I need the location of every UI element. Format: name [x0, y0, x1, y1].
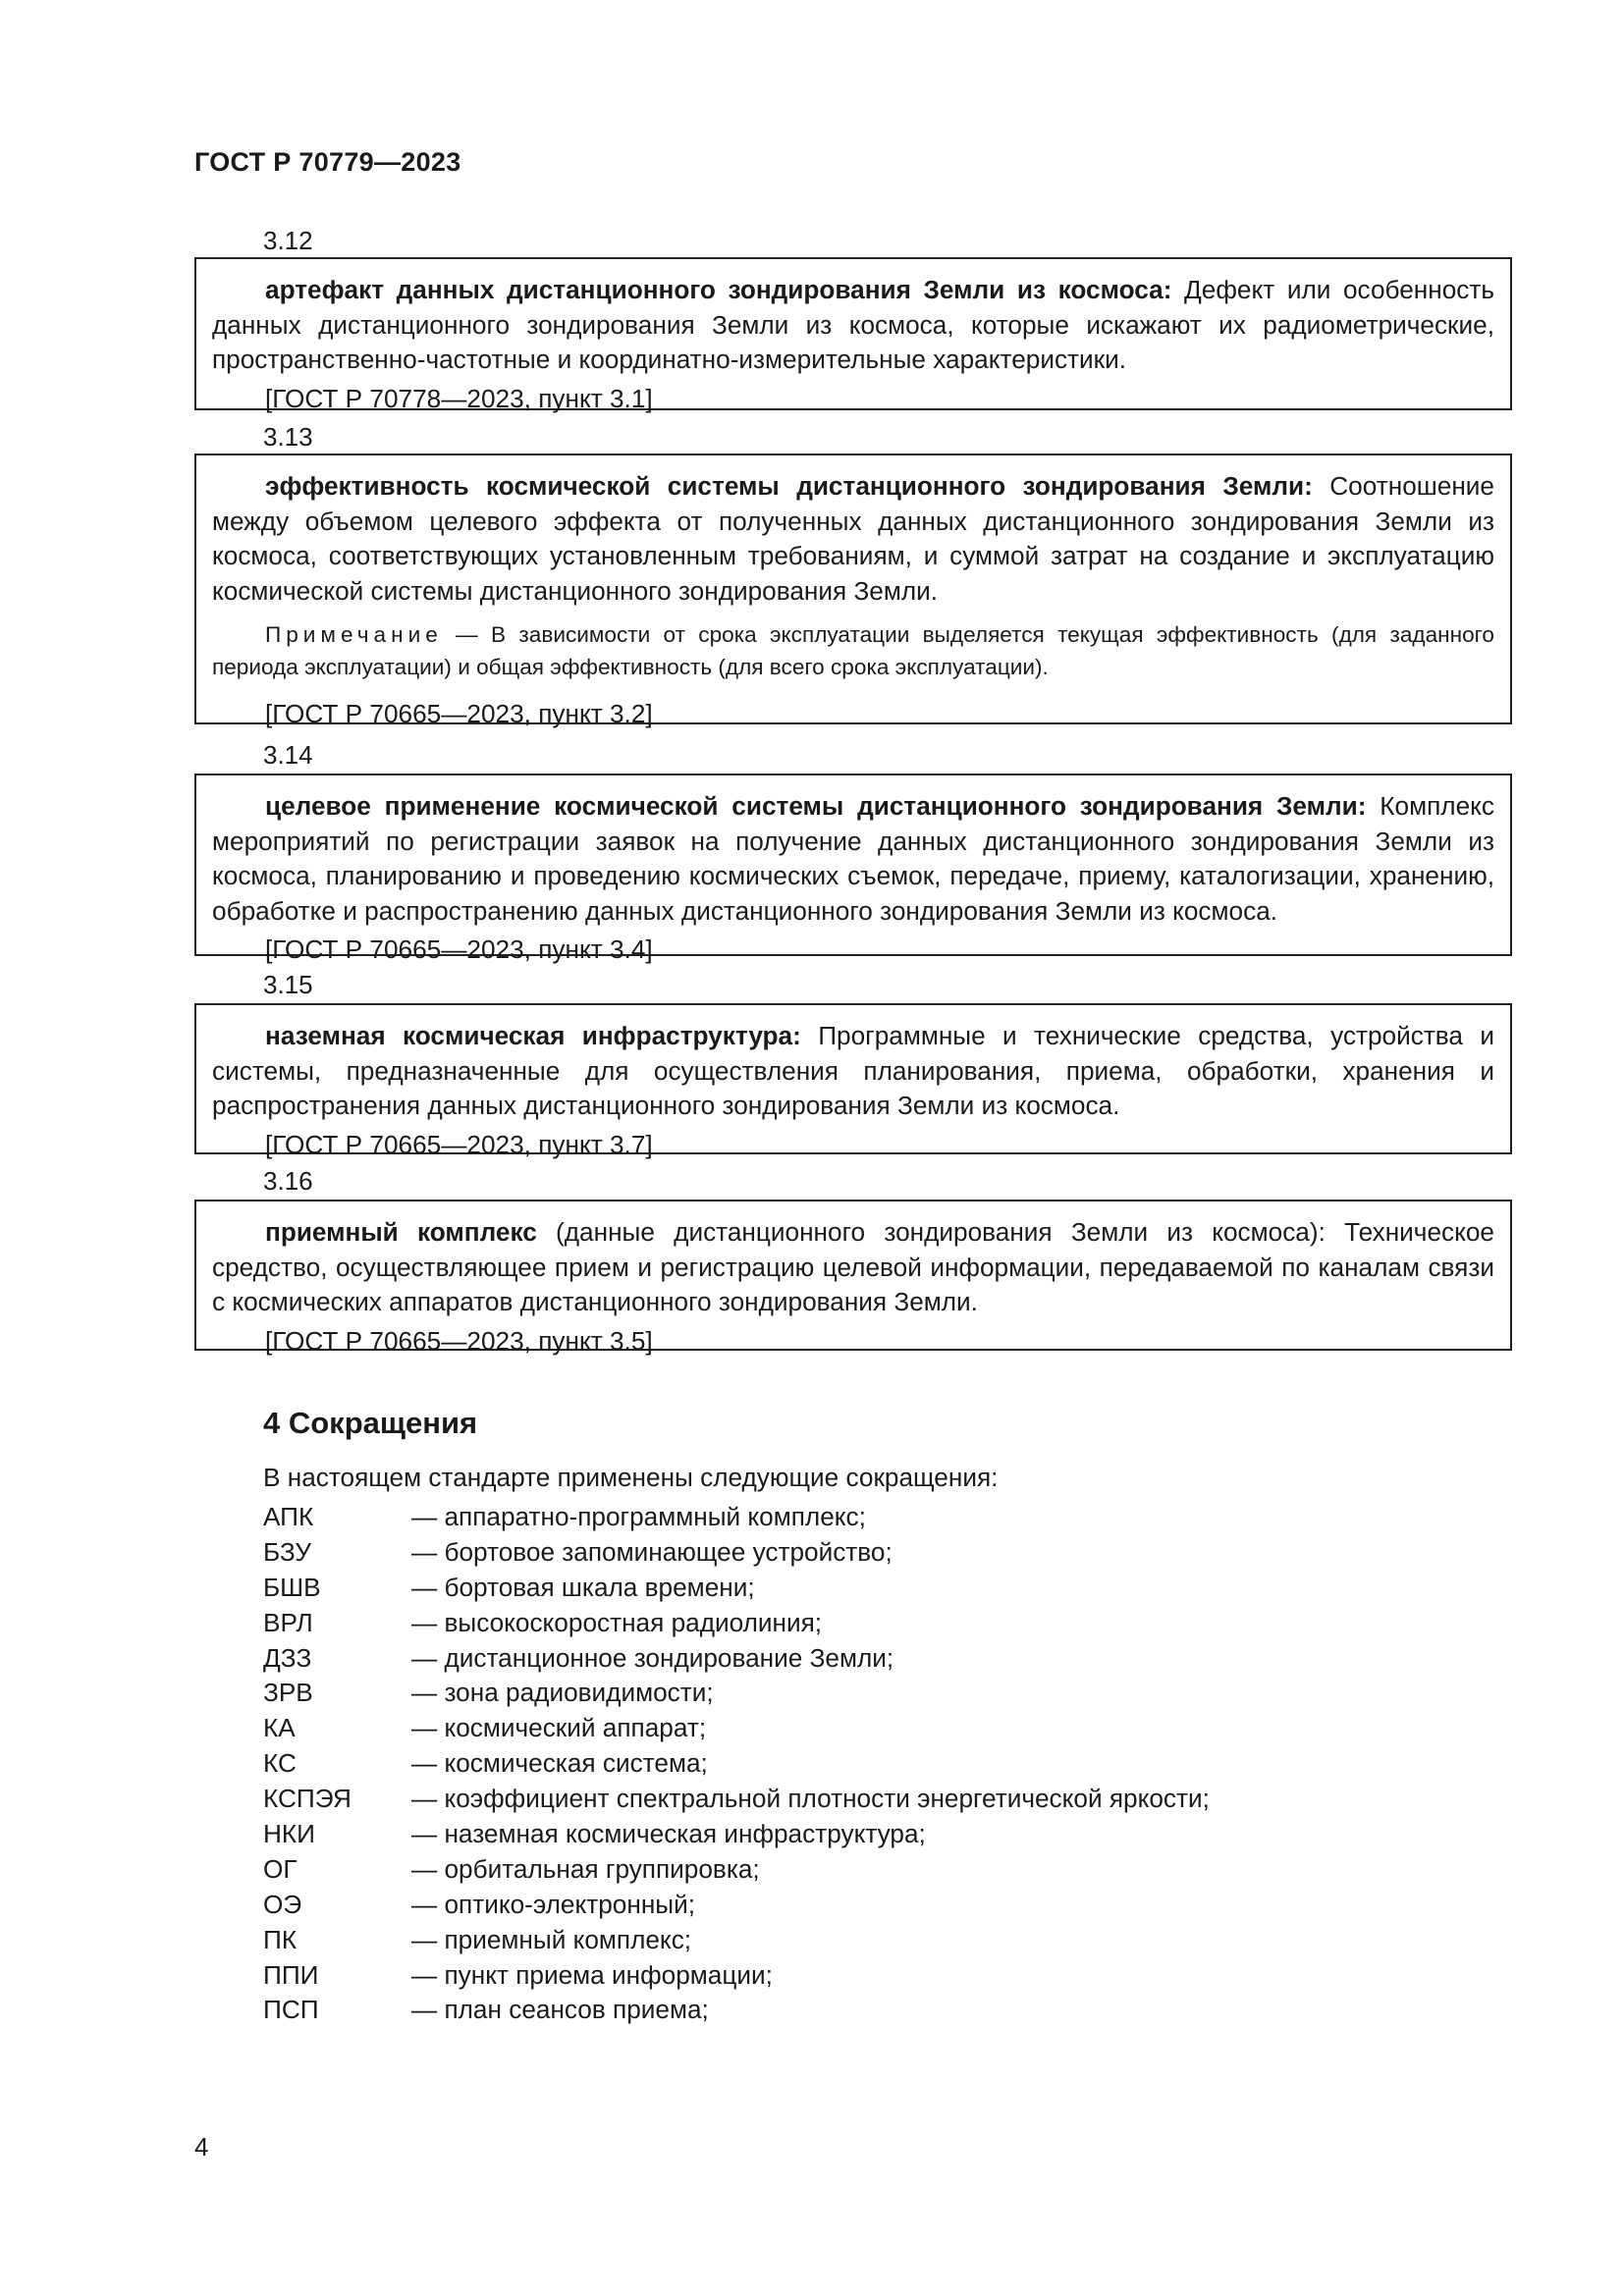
term-source: [ГОСТ Р 70665—2023, пункт 3.4]	[265, 934, 653, 964]
abbreviation-definition: — коэффициент спектральной плотности энергетической яркости;	[411, 1784, 1210, 1814]
abbreviation-row	[263, 1676, 1210, 1711]
abbreviation-code: ЗРВ	[263, 1678, 313, 1708]
term-text	[212, 1215, 1494, 1320]
term-source: [ГОСТ Р 70665—2023, пункт 3.5]	[265, 1325, 653, 1356]
term-box-3-15	[194, 1003, 1512, 1159]
abbreviation-definition: — дистанционное зондирование Земли;	[411, 1642, 894, 1673]
abbreviation-row	[263, 1782, 1210, 1817]
abbreviation-definition: — зона радиовидимости;	[411, 1678, 714, 1708]
term-source: [ГОСТ Р 70665—2023, пункт 3.2]	[265, 699, 653, 728]
term-definition: Комплекс мероприятий по регистрации заявок на получение данных дистанционного зондирования Земли из космоса, планированию и проведению космических съемок, передаче, приему, каталогизации, хранению, обработке и распространению данных дистанционного зондирования Земли из космоса.	[212, 791, 1494, 926]
term-definition: Дефект или особенность данных дистанционного зондирования Земли из космоса, которые искажают их радиометрические, пространственно-частотные и координатно-измерительные характеристики.	[212, 275, 1494, 374]
term-text	[212, 273, 1494, 378]
abbreviation-definition: — орбитальная группировка;	[411, 1853, 760, 1884]
abbreviation-row	[263, 1711, 1210, 1746]
term-source: [ГОСТ Р 70665—2023, пункт 3.7]	[265, 1129, 653, 1159]
abbreviation-definition: — оптико-электронный;	[411, 1889, 696, 1919]
note-text: — В зависимости от срока эксплуатации выделяется текущая эффективность (для заданного периода эксплуатации) и общая эффективность (для всего срока эксплуатации).	[212, 622, 1494, 679]
term-title: наземная космическая инфраструктура:	[265, 1021, 801, 1050]
term-number-3-16: 3.16	[263, 1166, 313, 1196]
abbreviation-code: КА	[263, 1713, 296, 1743]
abbreviation-code: ППИ	[263, 1959, 319, 1990]
section-intro: В настоящем стандарте применены следующие сокращения:	[263, 1463, 999, 1492]
term-title: целевое применение космической системы дистанционного зондирования Земли:	[265, 791, 1367, 821]
term-note	[212, 618, 1494, 683]
term-definition: (данные дистанционного зондирования Земли из космоса): Техническое средство, осуществляющее прием и регистрацию целевой информации, передаваемой по каналам связи с космических аппаратов дистанционного зондирования Земли.	[212, 1217, 1494, 1316]
term-text	[212, 469, 1494, 609]
abbreviation-row	[263, 1817, 1210, 1852]
abbreviation-code: КСПЭЯ	[263, 1784, 352, 1814]
term-number-3-14: 3.14	[263, 740, 313, 770]
abbreviation-row	[263, 1852, 1210, 1888]
term-title: эффективность космической системы дистанционного зондирования Земли:	[265, 471, 1313, 501]
page-number: 4	[194, 2132, 209, 2162]
abbreviation-code: НКИ	[263, 1819, 315, 1849]
abbreviation-row	[263, 1606, 1210, 1641]
term-number-3-13: 3.13	[263, 422, 313, 452]
abbreviation-row	[263, 1923, 1210, 1958]
abbreviation-definition: — пункт приема информации;	[411, 1959, 773, 1990]
term-number-3-15: 3.15	[263, 970, 313, 999]
document-code-header: ГОСТ Р 70779—2023	[194, 147, 461, 177]
abbreviation-code: ОЭ	[263, 1889, 302, 1919]
abbreviation-definition: — космическая система;	[411, 1748, 708, 1779]
abbreviation-row	[263, 1746, 1210, 1782]
abbreviation-list	[263, 1500, 1210, 2028]
abbreviation-code: ВРЛ	[263, 1607, 313, 1637]
term-text	[212, 789, 1494, 929]
abbreviation-definition: — бортовое запоминающее устройство;	[411, 1536, 893, 1567]
term-text	[212, 1019, 1494, 1124]
abbreviation-row	[263, 1571, 1210, 1606]
abbreviation-definition: — наземная космическая инфраструктура;	[411, 1819, 926, 1849]
abbreviation-row	[263, 1888, 1210, 1923]
abbreviation-definition: — бортовая шкала времени;	[411, 1572, 755, 1602]
term-number-3-12: 3.12	[263, 226, 313, 255]
term-source: [ГОСТ Р 70778—2023, пункт 3.1]	[265, 383, 653, 413]
abbreviation-code: ДЗЗ	[263, 1642, 312, 1673]
abbreviation-definition: — космический аппарат;	[411, 1713, 707, 1743]
abbreviation-row	[263, 1641, 1210, 1677]
abbreviation-definition: — высокоскоростная радиолиния;	[411, 1607, 823, 1637]
term-box-3-14	[194, 774, 1512, 964]
abbreviation-row	[263, 1958, 1210, 1994]
abbreviation-row	[263, 1993, 1210, 2028]
abbreviation-code: ОГ	[263, 1853, 298, 1884]
term-definition: Программные и технические средства, устройства и системы, предназначенные для осуществления планирования, приема, обработки, хранения и распространения данных дистанционного зондирования Земли из космоса.	[212, 1021, 1494, 1120]
abbreviation-code: АПК	[263, 1502, 314, 1531]
abbreviation-row	[263, 1535, 1210, 1571]
abbreviation-definition: — приемный комплекс;	[411, 1924, 692, 1954]
abbreviation-code: ПК	[263, 1924, 298, 1954]
term-title: артефакт данных дистанционного зондирования Земли из космоса:	[265, 275, 1172, 304]
abbreviation-code: ПСП	[263, 1995, 319, 2025]
term-box-3-12	[194, 257, 1512, 413]
abbreviation-code: БШВ	[263, 1572, 321, 1602]
term-title: приемный комплекс	[265, 1217, 537, 1247]
abbreviation-definition: — план сеансов приема;	[411, 1995, 709, 2025]
term-definition: Соотношение между объемом целевого эффекта от полученных данных дистанционного зондирования Земли из космоса, соответствующих установленным требованиям, и суммой затрат на создание и эксплуатацию космической системы дистанционного зондирования Земли.	[212, 471, 1494, 606]
note-label: Примечание	[265, 622, 443, 647]
abbreviation-code: БЗУ	[263, 1536, 312, 1567]
abbreviation-definition: — аппаратно-программный комплекс;	[411, 1502, 866, 1531]
term-box-3-13	[194, 454, 1512, 728]
abbreviation-row	[263, 1500, 1210, 1535]
section-title: 4 Сокращения	[263, 1406, 478, 1440]
term-box-3-16	[194, 1200, 1512, 1356]
abbreviation-code: КС	[263, 1748, 297, 1779]
